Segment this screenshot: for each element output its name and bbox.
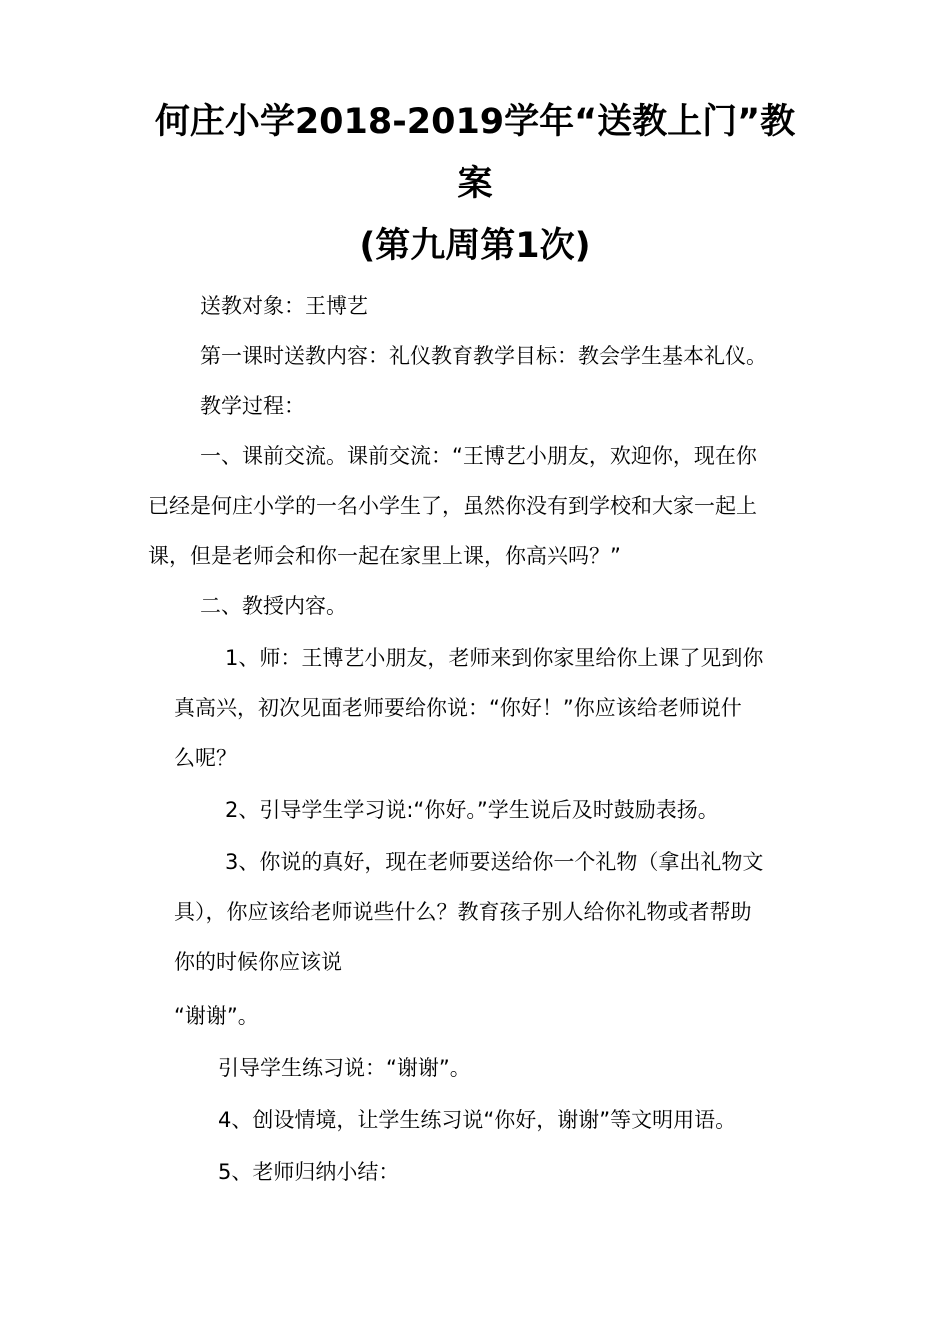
document-title-line-1: 何庄小学2018-2019学年“送教上门”教 [154,102,796,142]
body-line: 一、课前交流。课前交流：“王博艺小朋友，欢迎你，现在你 [200,444,757,468]
body-line: 已经是何庄小学的一名小学生了，虽然你没有到学校和大家一起上 [148,494,757,518]
body-line: 真高兴，初次见面老师要给你说：“你好！”你应该给老师说什 [174,696,742,720]
document-title-line-2: 案 [457,164,493,204]
body-line: 2、引导学生学习说:“你好。”学生说后及时鼓励表扬。 [225,798,719,822]
body-line: 5、老师归纳小结： [218,1160,400,1184]
body-line: 1、师：王博艺小朋友，老师来到你家里给你上课了见到你 [225,646,764,670]
document-subtitle: (第九周第1次) [359,226,591,266]
body-line: 引导学生练习说：“谢谢”。 [218,1056,471,1080]
body-line: 送教对象：王博艺 [200,294,368,318]
body-line: 第一课时送教内容：礼仪教育教学目标：教会学生基本礼仪。 [200,344,767,368]
body-line: 具），你应该给老师说些什么？教育孩子别人给你礼物或者帮助 [174,900,752,924]
body-line: 3、你说的真好，现在老师要送给你一个礼物（拿出礼物文 [225,850,764,874]
body-line: 你的时候你应该说 [174,950,342,974]
body-line: 二、教授内容。 [200,594,347,618]
body-line: 4、创设情境，让学生练习说“你好，谢谢”等文明用语。 [218,1108,737,1132]
body-line: 课，但是老师会和你一起在家里上课，你高兴吗？” [148,544,621,568]
body-line: 教学过程： [200,394,305,418]
body-line: “谢谢”。 [174,1004,259,1028]
body-line: 么呢？ [174,746,237,770]
